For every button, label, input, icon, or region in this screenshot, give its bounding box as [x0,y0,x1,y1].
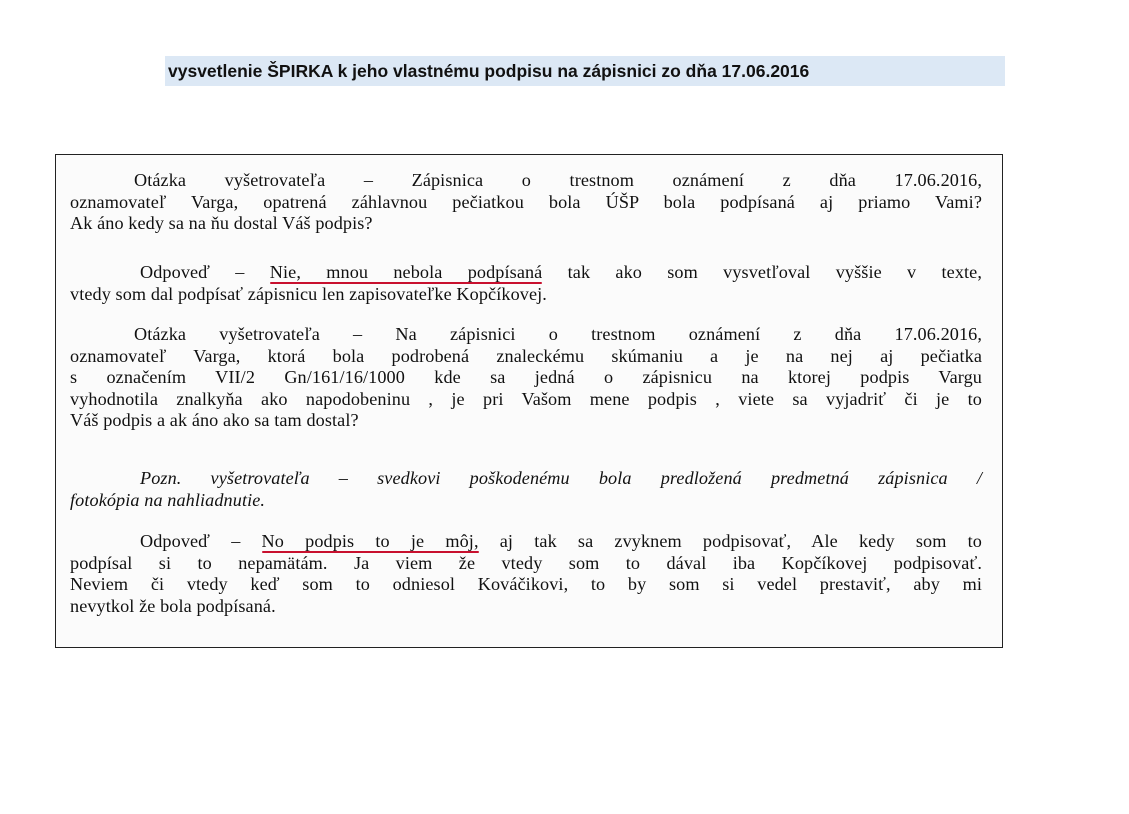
answer-2-line-2: podpísal si to nepamätám. Ja viem že vtedy som to dával iba Kopčíkovej podpisovať. [70,552,982,573]
answer-1-underlined: Nie, mnou nebola podpísaná [269,262,543,282]
answer-1-rest: tak ako som vysvetľoval vyššie v texte, [542,262,982,282]
answer-1-line-1 [70,262,982,284]
answer-2-line-3: Neviem či vtedy keď som to odniesol Kováčikovi, to by som si vedel prestaviť, aby mi [70,574,982,594]
question-1 [70,170,982,235]
note-line-2: fotokópia na nahliadnutie. [70,489,266,510]
answer-2 [70,531,982,617]
answer-2-line-4: nevytkol že bola podpísaná. [70,595,276,616]
question-2 [70,324,982,432]
page-title: vysvetlenie ŠPIRKA k jeho vlastnému podpisu na zápisnici zo dňa 17.06.2016 [168,61,810,81]
question-1-line-3: Ak áno kedy sa na ňu dostal Váš podpis? [70,213,373,233]
investigator-note [70,468,982,511]
question-1-line-2: oznamovateľ Varga, opatrená záhlavnou pečiatkou bola ÚŠP bola podpísaná aj priamo Vami? [70,191,982,212]
question-1-line-1: Otázka vyšetrovateľa – Zápisnica o trestnom oznámení z dňa 17.06.2016, [134,170,982,190]
question-2-line-2: oznamovateľ Varga, ktorá bola podrobená znaleckému skúmaniu a je na nej aj pečiatka [70,345,982,366]
answer-1-line-2: vtedy som dal podpísať zápisnicu len zapisovateľke Kopčíkovej. [70,283,547,304]
question-2-line-5: Váš podpis a ak áno ako sa tam dostal? [70,410,359,430]
note-line-1: Pozn. vyšetrovateľa – svedkovi poškodenému bola predložená predmetná zápisnica / [140,468,982,488]
answer-1 [70,262,982,305]
question-2-line-3: s označením VII/2 Gn/161/16/1000 kde sa jedná o zápisnicu na ktorej podpis Vargu [70,367,982,387]
question-2-line-1: Otázka vyšetrovateľa – Na zápisnici o trestnom oznámení z dňa 17.06.2016, [134,324,982,344]
answer-1-prefix: Odpoveď – [140,262,270,282]
answer-2-prefix: Odpoveď – [140,531,262,551]
answer-2-underlined: No podpis to je môj, [261,531,479,551]
answer-2-line-1 [70,531,982,553]
question-2-line-4: vyhodnotila znalkyňa ako napodobeninu , je pri Vašom mene podpis , viete sa vyjadriť či je to [70,388,982,409]
answer-2-rest: aj tak sa zvyknem podpisovať, Ale kedy som to [478,531,982,551]
